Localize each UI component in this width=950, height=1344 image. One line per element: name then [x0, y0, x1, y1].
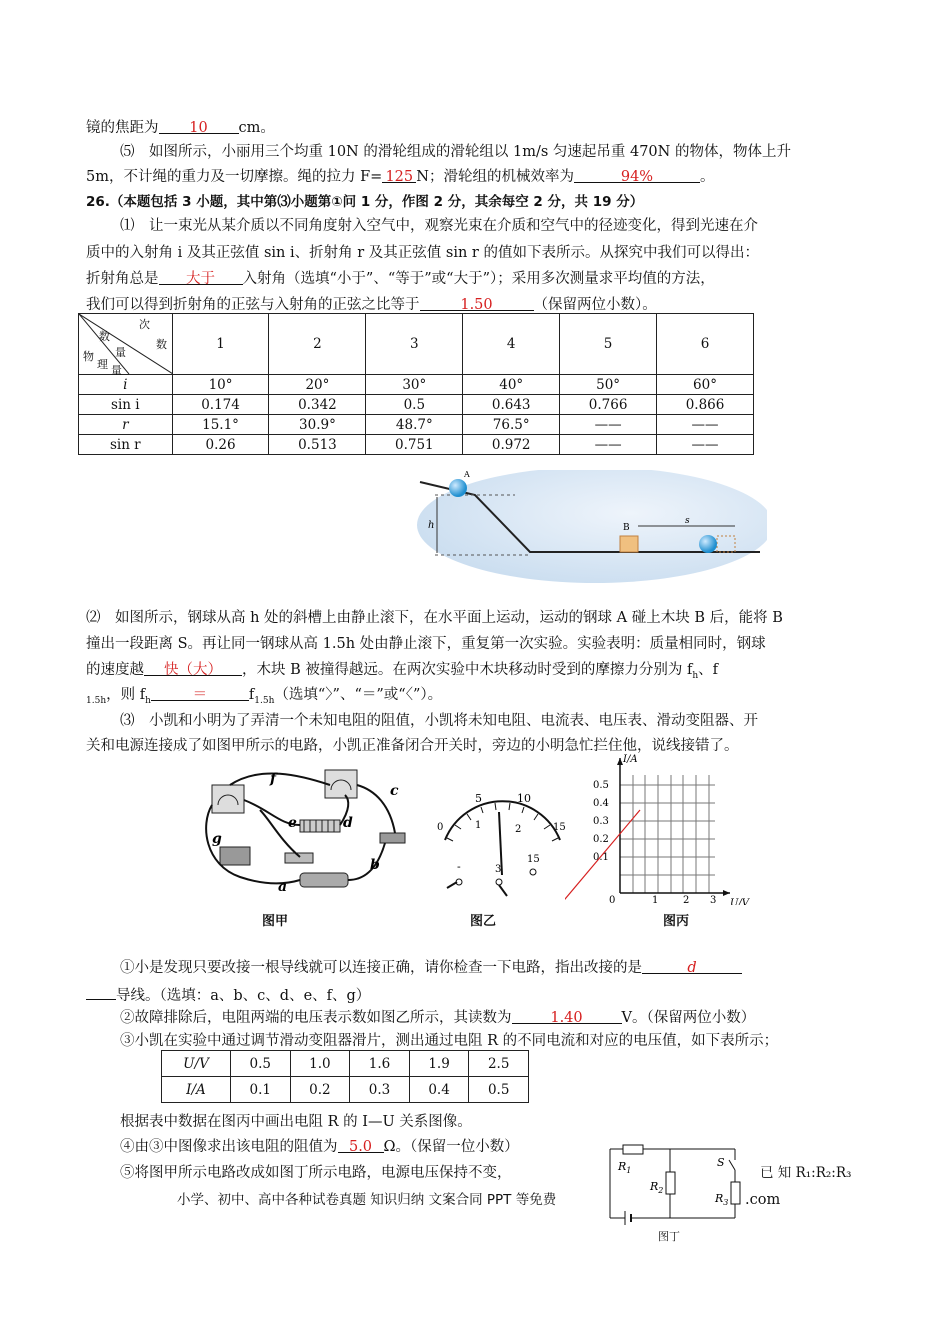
caption-jia: 图甲 — [262, 914, 289, 929]
svg-text:2: 2 — [683, 895, 690, 905]
svg-text:B: B — [623, 523, 630, 533]
answer-refraction-compare: 大于 — [159, 268, 243, 285]
line-21-tail: 已 知 R₁:R₂:R₃ — [760, 1165, 852, 1181]
line-17: ②故障排除后，电阻两端的电压表示数如图乙所示，其读数为 1.40 V。（保留两位小数） — [120, 1007, 755, 1029]
svg-text:0: 0 — [609, 895, 616, 905]
line-20: ④由③中图像求出该电阻的阻值为 5.0 Ω。（保留一位小数） — [120, 1136, 519, 1158]
svg-text:I/A: I/A — [623, 754, 638, 765]
line-12: $_{1.5h}$，则 $f_h = f_{1.5h}$（选填“〉”、“＝”或“〈”）。 — [86, 684, 442, 712]
svg-text:R1: $R_1$ — [618, 1160, 632, 1175]
line-3: 5m，不计绳的重力及一切摩擦。绳的拉力 F= 125 N；滑轮组的机械效率为 94% 。 — [86, 166, 714, 188]
line-13: ⑶ 小凯和小明为了弄清一个未知电阻的阻值，小凯将未知电阻、电流表、电压表、滑动变阻器、开 — [120, 713, 758, 729]
caption-yi: 图乙 — [470, 914, 497, 929]
svg-text:0.4: 0.4 — [593, 798, 609, 809]
svg-text:0.3: 0.3 — [593, 816, 609, 827]
iu-graph-bing — [565, 750, 755, 905]
answer-resistance: 5.0 — [338, 1136, 384, 1153]
answer-wire: d — [642, 957, 742, 974]
table-corner-cell: 次 数 数 量 物 理 量 — [79, 314, 173, 375]
answer-efficiency: 94% — [574, 166, 700, 183]
answer-voltage: 1.40 — [512, 1007, 622, 1024]
svg-text:g: g — [212, 831, 222, 847]
svg-text:2: 2 — [515, 824, 522, 835]
answer-force: 125 — [382, 166, 416, 183]
answer-friction: ＝ — [151, 684, 249, 701]
svg-text:-: - — [457, 860, 461, 873]
svg-text:10: 10 — [517, 792, 531, 805]
svg-text:0.2: 0.2 — [593, 834, 609, 845]
svg-text:R3: $R_3$ — [715, 1192, 729, 1207]
svg-text:f: f — [270, 771, 277, 787]
line-11: 的速度越 快（大） ，木块 B 被撞得越远。在两次实验中木块移动时受到的摩擦力分别为 $f_h$、f — [86, 659, 718, 687]
line-1: 镜的焦距为 10 cm。 — [86, 117, 275, 139]
svg-text:e: e — [288, 815, 297, 831]
line-10: 撞出一段距离 S。再让同一钢球从高 1.5h 处由静止滚下，重复第一次实验。实验表明：质量相同时，钢球 — [86, 636, 766, 652]
svg-text:c: c — [390, 783, 399, 799]
table-row: sin r 0.26 0.513 0.751 0.972 —— —— — [79, 435, 754, 455]
footer-ad: 小学、初中、高中各种试卷真题 知识归纳 文案合同 PPT 等免费 — [177, 1192, 557, 1208]
line-15: ①小是发现只要改接一根导线就可以连接正确，请你检查一下电路，指出改接的是 d — [120, 957, 742, 979]
svg-text:S: S — [717, 1156, 725, 1169]
svg-text:d: d — [343, 815, 353, 831]
svg-text:15: 15 — [527, 854, 540, 865]
line-7: 折射角总是 大于 入射角（选填“小于”、“等于”或“大于”）；采用多次测量求平均值的方法， — [86, 268, 715, 290]
caption-ding: 图丁 — [658, 1230, 680, 1243]
table-row: sin i 0.174 0.342 0.5 0.643 0.766 0.866 — [79, 395, 754, 415]
line-2: ⑸ 如图所示，小丽用三个均重 10N 的滑轮组成的滑轮组以 1m/s 匀速起吊重 470N 的物体，物体上升 — [120, 144, 791, 160]
svg-text:A: A — [464, 470, 470, 479]
table-row: U/V 0.5 1.0 1.6 1.9 2.5 — [162, 1051, 529, 1077]
answer-speed: 快（大） — [144, 659, 242, 676]
svg-text:5: 5 — [475, 792, 482, 805]
caption-bing: 图丙 — [663, 914, 690, 929]
line-6: 质中的入射角 i 及其正弦值 sin i、折射角 r 及其正弦值 sin r 的值如下表所示。从探究中我们可以得出： — [86, 245, 759, 261]
svg-text:R2: $R_2$ — [650, 1180, 664, 1195]
question-26-heading: 26.（本题包括 3 小题，其中第⑶小题第①问 1 分，作图 2 分，其余每空 2 分，共 19 分） — [86, 194, 644, 210]
voltage-current-table — [161, 1050, 529, 1103]
svg-text:1: 1 — [652, 895, 659, 905]
answer-sine-ratio: 1.50 — [420, 294, 534, 311]
line-8: 我们可以得到折射角的正弦与入射角的正弦之比等于 1.50 （保留两位小数）。 — [86, 294, 657, 316]
line-14: 关和电源连接成了如图甲所示的电路，小凯正准备闭合开关时，旁边的小明急忙拦住他，说线接错了。 — [86, 738, 739, 754]
ramp-figure — [415, 470, 767, 585]
svg-text:0.5: 0.5 — [593, 780, 609, 791]
line-19: 根据表中数据在图丙中画出电阻 R 的 I—U 关系图像。 — [120, 1114, 472, 1130]
svg-text:a: a — [278, 879, 288, 895]
svg-text:b: b — [370, 857, 380, 873]
table-row: i 10° 20° 30° 40° 50° 60° — [79, 375, 754, 395]
circuit-figure-ding — [605, 1140, 755, 1225]
voltmeter-figure-yi — [435, 790, 570, 900]
svg-text:0.1: 0.1 — [593, 852, 609, 863]
svg-text:3: 3 — [495, 864, 502, 875]
svg-text:h: h — [428, 520, 435, 531]
line-18: ③小凯在实验中通过调节滑动变阻器滑片，测出通过电阻 R 的不同电流和对应的电压值，如下表所示； — [120, 1033, 779, 1049]
line-5: ⑴ 让一束光从某介质以不同角度射入空气中，观察光束在介质和空气中的径迹变化，得到光速在介 — [120, 218, 758, 234]
refraction-table: 次 数 数 量 物 理 量 1 2 3 4 5 6 i 10° 20° 30° 40° 50° 60° sin i 0.174 0.342 0.5 0.643 0.766 0.866 r 15.1° 30.9° 48.7° 76.5° —— —— sin r 0.26 0.513 0.751 0.972 —— —— — [78, 313, 754, 455]
line-9: ⑵ 如图所示，钢球从高 h 处的斜槽上由静止滚下，在水平面上运动，运动的钢球 A 碰上木块 B 后，能将 B — [86, 610, 783, 626]
svg-text:0: 0 — [437, 822, 444, 833]
table-row: r 15.1° 30.9° 48.7° 76.5° —— —— — [79, 415, 754, 435]
line-16: 导线。（选填：a、b、c、d、e、f、g） — [86, 983, 370, 1007]
footer-ad-tail: .com — [745, 1192, 781, 1208]
svg-text:s: s — [685, 516, 690, 526]
circuit-figure-jia — [200, 765, 425, 900]
answer-focal-length: 10 — [159, 117, 239, 134]
line-21: ⑤将图甲所示电路改成如图丁所示电路，电源电压保持不变， — [120, 1165, 512, 1181]
svg-text:15: 15 — [553, 822, 566, 833]
svg-text:1: 1 — [475, 820, 482, 831]
svg-text:U/V: U/V — [730, 898, 750, 905]
svg-text:3: 3 — [710, 895, 717, 905]
table-row: I/A 0.1 0.2 0.3 0.4 0.5 — [162, 1077, 529, 1103]
iu-graph-svg — [565, 750, 755, 905]
